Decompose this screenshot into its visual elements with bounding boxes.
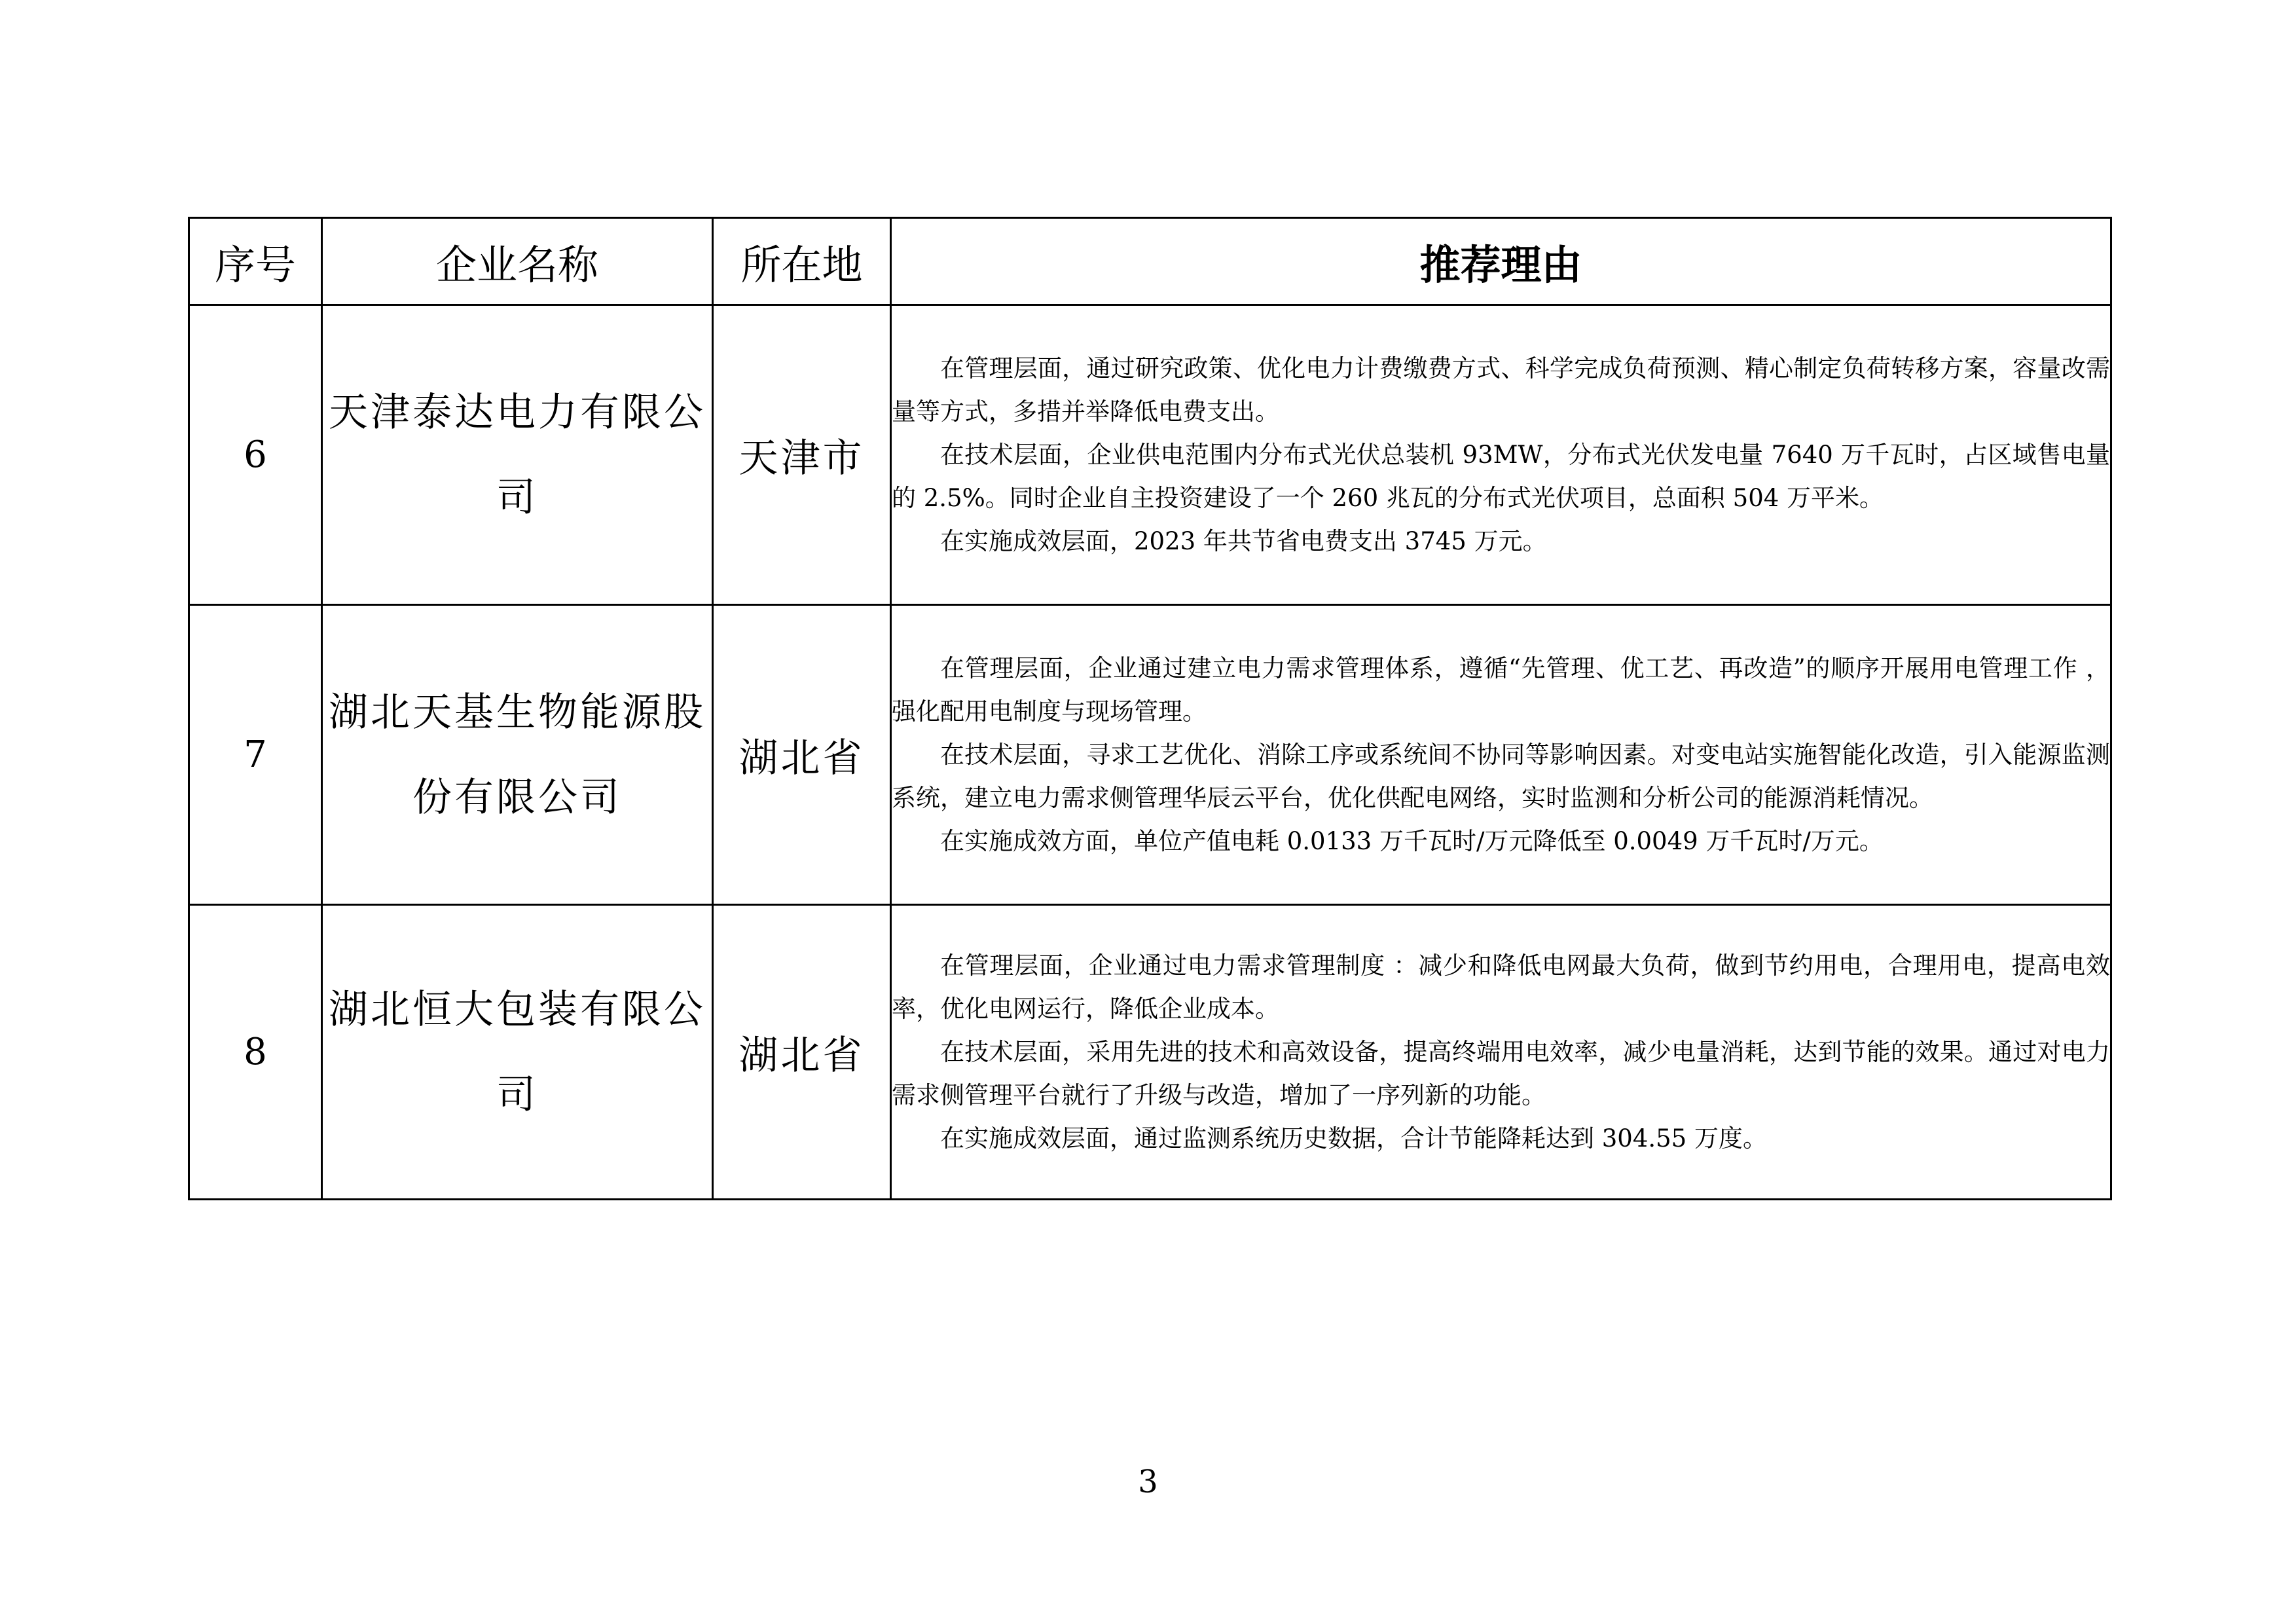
reason-management: 在管理层面，通过研究政策、优化电力计费缴费方式、科学完成负荷预测、精心制定负荷转移方案，容量改需量等方式，多措并举降低电费支出。 xyxy=(892,354,2110,426)
table-header-row xyxy=(189,218,2111,305)
company-location: 天津市 xyxy=(713,305,891,605)
row-number: 7 xyxy=(189,605,322,905)
recommendation-reason xyxy=(891,305,2111,605)
table-row xyxy=(189,905,2111,1200)
reason-technology: 在技术层面，企业供电范围内分布式光伏总装机 93MW，分布式光伏发电量 7640 万千瓦时，占区域售电量的 2.5%。同时企业自主投资建设了一个 260 兆瓦的分布式光伏项目，总面积 504 万平米。 xyxy=(892,440,2110,512)
company-location: 湖北省 xyxy=(713,905,891,1200)
company-name: 湖北恒大包装有限公司 xyxy=(322,905,713,1200)
recommendation-reason xyxy=(891,905,2111,1200)
reason-management: 在管理层面，企业通过电力需求管理制度 ：减少和降低电网最大负荷，做到节约用电，合理用电，提高电效率，优化电网运行，降低企业成本。 xyxy=(892,951,2110,1023)
company-name: 湖北天基生物能源股份有限公司 xyxy=(322,605,713,905)
table-row xyxy=(189,605,2111,905)
row-number: 8 xyxy=(189,905,322,1200)
reason-technology: 在技术层面，寻求工艺优化、消除工序或系统间不协同等影响因素。对变电站实施智能化改造，引入能源监测系统，建立电力需求侧管理华辰云平台，优化供配电网络，实时监测和分析公司的能源消耗情况。 xyxy=(892,740,2110,812)
reason-technology: 在技术层面，采用先进的技术和高效设备，提高终端用电效率，减少电量消耗，达到节能的效果。通过对电力需求侧管理平台就行了升级与改造，增加了一序列新的功能。 xyxy=(892,1037,2110,1109)
page-number: 3 xyxy=(1138,1464,1158,1500)
header-company-name: 企业名称 xyxy=(322,218,713,305)
reason-results: 在实施成效层面，通过监测系统历史数据，合计节能降耗达到 304.55 万度。 xyxy=(940,1124,1767,1153)
recommendation-reason xyxy=(891,605,2111,905)
reason-results: 在实施成效方面，单位产值电耗 0.0133 万千瓦时/万元降低至 0.0049 万千瓦时/万元。 xyxy=(940,826,1884,855)
reason-results: 在实施成效层面，2023 年共节省电费支出 3745 万元。 xyxy=(940,526,1547,555)
company-location: 湖北省 xyxy=(713,605,891,905)
table-row xyxy=(189,305,2111,605)
header-reason: 推荐理由 xyxy=(891,218,2111,305)
reason-management: 在管理层面，企业通过建立电力需求管理体系，遵循“先管理、优工艺、再改造”的顺序开展用电管理工作 ，强化配用电制度与现场管理。 xyxy=(892,654,2110,726)
header-no: 序号 xyxy=(189,218,322,305)
company-name: 天津泰达电力有限公司 xyxy=(322,305,713,605)
row-number: 6 xyxy=(189,305,322,605)
recommendation-table xyxy=(188,217,2112,1200)
header-location: 所在地 xyxy=(713,218,891,305)
